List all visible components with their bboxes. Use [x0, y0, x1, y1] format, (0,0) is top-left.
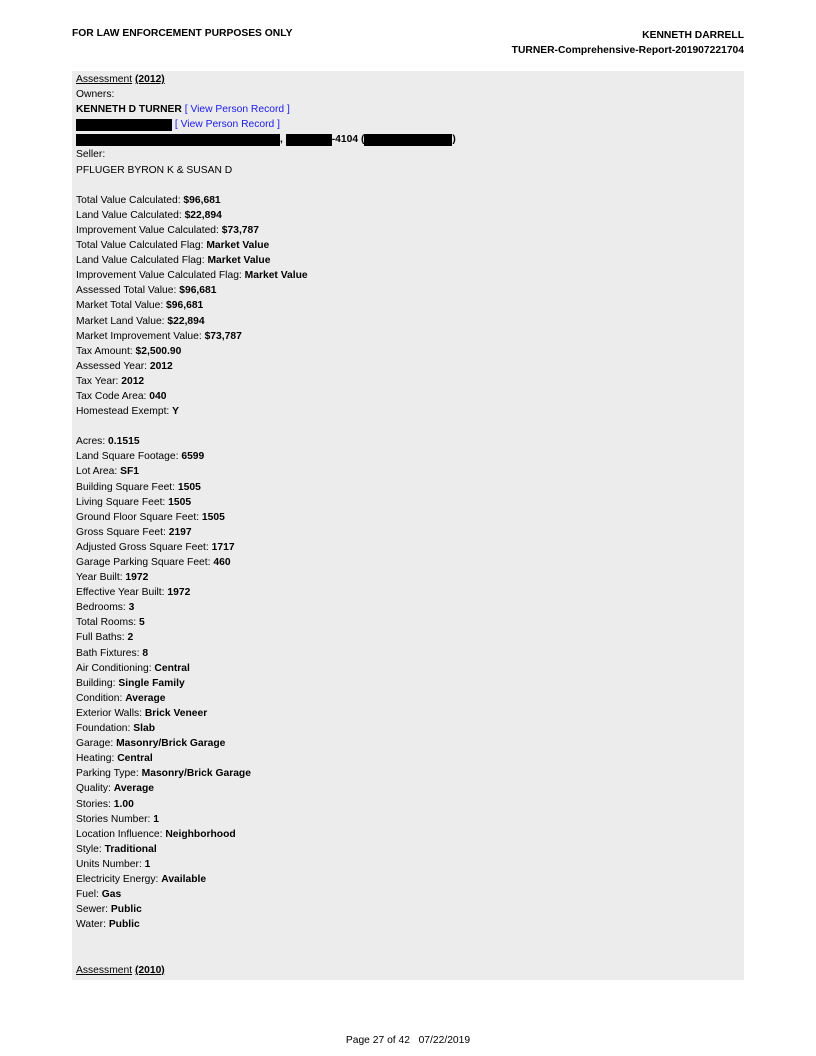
field-label: Parking Type: [76, 768, 142, 780]
field-row [76, 525, 736, 540]
field-row [76, 646, 736, 661]
field-value: Market Value [206, 240, 270, 252]
field-label: Water: [76, 919, 109, 931]
next-assessment-year: (2010) [134, 964, 165, 976]
field-value: 0.1515 [108, 436, 140, 448]
field-label: Improvement Value Calculated Flag: [76, 270, 245, 282]
field-row [76, 600, 736, 615]
field-label: Living Square Feet: [76, 496, 169, 508]
field-row [76, 298, 736, 313]
header-report-title [512, 28, 744, 58]
field-value: Slab [133, 723, 155, 735]
field-row [76, 253, 736, 268]
field-value: Public [108, 919, 140, 931]
next-assessment-label: Assessment [76, 964, 133, 976]
field-label: Gross Square Feet: [76, 526, 169, 538]
field-value: Single Family [118, 677, 185, 689]
redacted-owner-name [76, 119, 172, 131]
field-label: Foundation: [76, 723, 134, 735]
field-row [76, 510, 736, 525]
field-row [76, 495, 736, 510]
field-row [76, 887, 736, 902]
owner-row-1 [76, 102, 736, 117]
field-row [76, 223, 736, 238]
field-label: Adjusted Gross Square Feet: [76, 541, 212, 553]
field-value: 2 [127, 632, 134, 644]
field-label: Units Number: [76, 858, 145, 870]
field-label: Full Baths: [76, 632, 128, 644]
field-value: 460 [213, 557, 231, 568]
field-row [76, 464, 736, 479]
field-value: 1717 [211, 541, 235, 553]
field-row [76, 570, 736, 585]
field-label: Style: [76, 843, 105, 855]
field-row [76, 917, 736, 932]
field-label: Assessed Year: [76, 360, 150, 372]
page-number: Page 27 of 42 [345, 1035, 410, 1046]
field-value: Average [125, 692, 166, 704]
field-value: 1 [144, 858, 151, 870]
field-value: $22,894 [184, 209, 222, 221]
redacted-county [364, 134, 452, 146]
field-row [76, 797, 736, 812]
field-row [76, 676, 736, 691]
field-label: Land Value Calculated: [76, 209, 185, 221]
field-value: $22,894 [167, 315, 205, 327]
field-row [76, 314, 736, 329]
field-row [76, 449, 736, 464]
field-label: Homestead Exempt: [76, 406, 173, 418]
field-value: Gas [101, 889, 122, 901]
field-row [76, 434, 736, 449]
field-value: 1972 [125, 572, 149, 584]
field-value: $96,681 [183, 194, 221, 206]
field-value: Average [113, 783, 155, 795]
field-row [76, 812, 736, 827]
assessment-section [76, 72, 736, 978]
page-footer [0, 1035, 816, 1046]
field-label: Ground Floor Square Feet: [76, 511, 202, 523]
field-row [76, 329, 736, 344]
field-value: 8 [142, 647, 149, 659]
field-value: 6599 [181, 451, 205, 463]
field-row [76, 480, 736, 495]
field-row [76, 615, 736, 630]
owner-name: KENNETH D TURNER [76, 104, 182, 116]
header-disclaimer: FOR LAW ENFORCEMENT PURPOSES ONLY [72, 28, 293, 39]
owner-row-2 [76, 117, 736, 132]
assessment-heading-year: (2012) [134, 74, 165, 85]
field-row [76, 691, 736, 706]
address-zip-suffix: -4104 ( [331, 134, 365, 146]
field-row [76, 238, 736, 253]
field-row [76, 902, 736, 917]
field-row [76, 283, 736, 298]
field-row [76, 389, 736, 404]
field-label: Building: [76, 677, 119, 689]
field-label: Fuel: [76, 889, 102, 901]
field-value: 2197 [168, 526, 192, 538]
address-close: ) [452, 134, 456, 146]
field-label: Effective Year Built: [76, 587, 168, 599]
field-value: Neighborhood [165, 828, 236, 840]
field-value: 1505 [168, 496, 192, 508]
field-row [76, 872, 736, 887]
field-label: Exterior Walls: [76, 707, 145, 719]
redacted-city [286, 134, 332, 146]
field-label: Tax Year: [76, 375, 122, 387]
field-label: Total Rooms: [76, 617, 139, 629]
owners-label: Owners: [76, 89, 115, 101]
property-fields [76, 434, 736, 932]
field-label: Electricity Energy: [76, 873, 162, 885]
seller-name: PFLUGER BYRON K & SUSAN D [76, 164, 233, 176]
field-label: Land Square Footage: [76, 451, 182, 463]
field-row [76, 661, 736, 676]
field-value: Market Value [244, 270, 308, 282]
field-label: Improvement Value Calculated: [76, 224, 222, 236]
field-row [76, 736, 736, 751]
field-label: Land Value Calculated Flag: [76, 255, 208, 267]
field-row [76, 766, 736, 781]
field-value: $96,681 [166, 300, 204, 312]
field-label: Bedrooms: [76, 602, 129, 614]
field-row [76, 268, 736, 283]
field-value: Y [172, 406, 180, 418]
field-value: SF1 [120, 466, 139, 478]
field-row [76, 344, 736, 359]
field-value: $73,787 [204, 330, 242, 342]
field-row [76, 540, 736, 555]
field-value: $2,500.90 [135, 345, 182, 357]
field-label: Air Conditioning: [76, 662, 155, 674]
field-value: 1505 [201, 511, 225, 523]
field-label: Year Built: [76, 572, 126, 584]
field-label: Tax Code Area: [76, 390, 150, 402]
footer-date: 07/22/2019 [418, 1035, 471, 1046]
field-label: Market Total Value: [76, 300, 167, 312]
field-label: Quality: [76, 783, 114, 795]
field-label: Market Land Value: [76, 315, 168, 327]
assessment-heading-label: Assessment [76, 74, 133, 85]
view-person-record-link-1[interactable]: [ View Person Record ] [184, 104, 290, 116]
field-row [76, 630, 736, 645]
field-label: Garage: [76, 738, 117, 750]
field-row [76, 359, 736, 374]
field-value: Masonry/Brick Garage [141, 768, 251, 780]
field-label: Location Influence: [76, 828, 166, 840]
field-row [76, 706, 736, 721]
header-report-id: TURNER-Comprehensive-Report-201907221704 [511, 45, 744, 56]
field-value: 2012 [121, 375, 145, 387]
field-value: Traditional [104, 843, 157, 855]
view-person-record-link-2[interactable]: [ View Person Record ] [174, 119, 280, 131]
field-row [76, 827, 736, 842]
field-row [76, 842, 736, 857]
owner-address-row [76, 132, 736, 147]
field-row [76, 751, 736, 766]
field-value: 5 [138, 617, 145, 629]
field-value: 1505 [177, 481, 201, 493]
field-row [76, 585, 736, 600]
field-label: Condition: [76, 692, 126, 704]
field-value: Available [161, 873, 207, 885]
field-row [76, 721, 736, 736]
field-value: 3 [128, 602, 135, 614]
field-label: Garage Parking Square Feet: [76, 557, 214, 568]
field-label: Building Square Feet: [76, 481, 178, 493]
field-row [76, 208, 736, 223]
address-comma: , [280, 134, 283, 146]
field-value: Brick Veneer [144, 707, 208, 719]
field-value: Masonry/Brick Garage [116, 738, 226, 750]
field-value: 1972 [167, 587, 191, 599]
field-label: Heating: [76, 753, 118, 765]
field-value: Central [154, 662, 190, 674]
field-value: Market Value [207, 255, 271, 267]
header-subject-name: KENNETH DARRELL [642, 30, 744, 41]
seller-label: Seller: [76, 149, 106, 161]
field-label: Sewer: [76, 904, 111, 916]
field-value: Public [110, 904, 142, 916]
field-row [76, 374, 736, 389]
field-row [76, 193, 736, 208]
field-label: Assessed Total Value: [76, 285, 180, 297]
field-label: Lot Area: [76, 466, 121, 478]
field-label: Acres: [76, 436, 109, 448]
field-value: $96,681 [179, 285, 217, 297]
field-value: 2012 [149, 360, 173, 372]
value-fields [76, 193, 736, 419]
field-label: Tax Amount: [76, 345, 136, 357]
assessment-heading [76, 72, 736, 87]
field-value: 1 [153, 813, 159, 825]
field-label: Stories Number: [76, 813, 154, 825]
field-row [76, 857, 736, 872]
field-value: 1.00 [113, 798, 134, 810]
field-label: Market Improvement Value: [76, 330, 205, 342]
field-value: Central [117, 753, 153, 765]
field-label: Total Value Calculated Flag: [76, 240, 207, 252]
field-row [76, 404, 736, 419]
field-value: $73,787 [221, 224, 259, 236]
field-label: Total Value Calculated: [76, 194, 184, 206]
next-assessment-heading [76, 963, 736, 978]
field-row [76, 781, 736, 796]
field-label: Stories: [76, 798, 114, 810]
field-row [76, 555, 736, 570]
redacted-street [76, 134, 280, 146]
field-value: 040 [149, 390, 167, 402]
field-label: Bath Fixtures: [76, 647, 143, 659]
